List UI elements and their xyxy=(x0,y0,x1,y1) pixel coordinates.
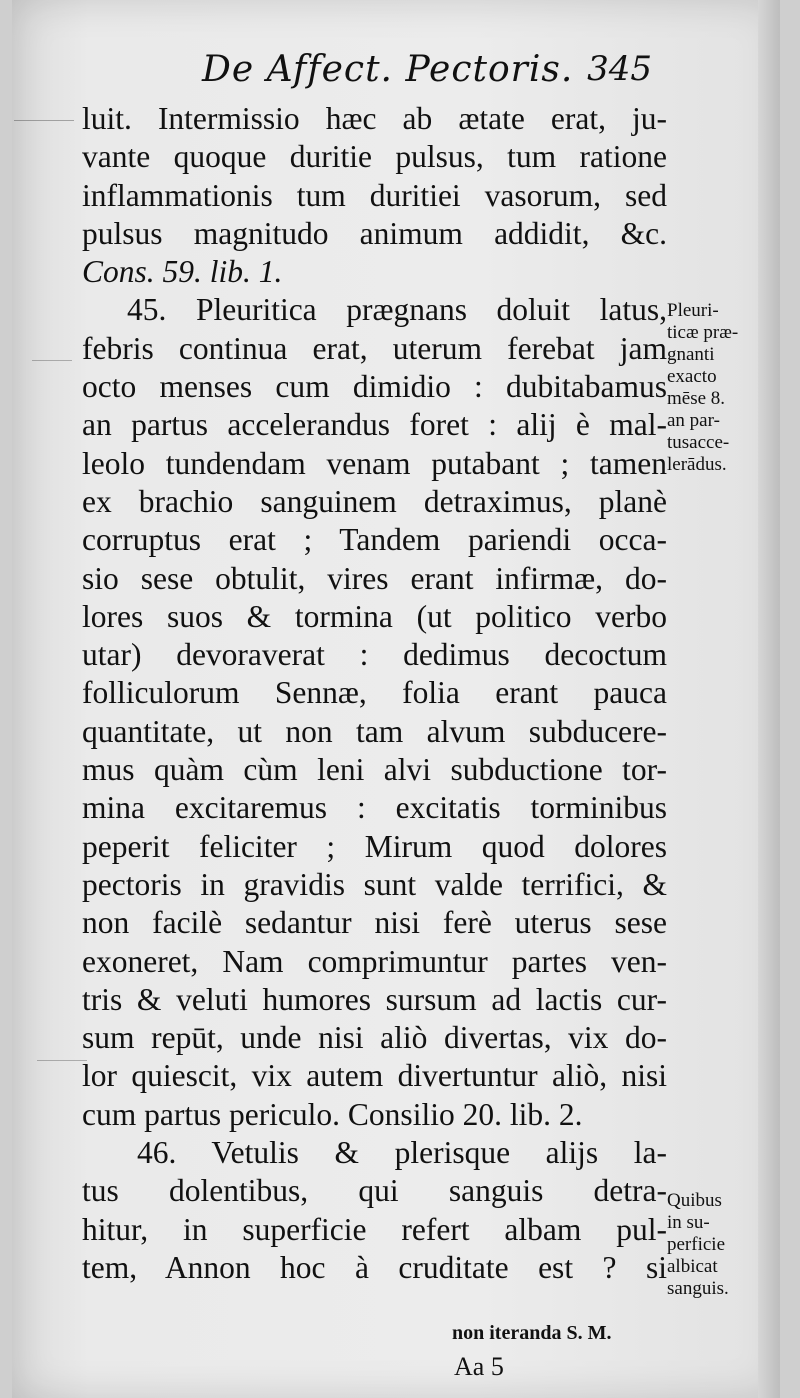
margin-note-line: exacto xyxy=(667,366,717,387)
page-edge xyxy=(758,0,780,1398)
text-line: ex brachio sanguinem detraximus, planè xyxy=(82,483,667,519)
text-line: folliculorum Sennæ, folia erant pauca xyxy=(82,675,667,711)
text-line: utar) devoraverat : dedimus decoctum xyxy=(82,637,667,673)
text-line: luit. Intermissio hæc ab ætate erat, ju- xyxy=(82,101,667,136)
text-line: corruptus erat ; Tandem pariendi occa- xyxy=(82,522,667,558)
margin-note-line: mēse 8. xyxy=(667,388,726,409)
text-line: mus quàm cùm leni alvi subductione tor- xyxy=(82,752,667,788)
margin-note-line: perficie xyxy=(667,1234,726,1255)
margin-note-line: ticæ præ- xyxy=(667,322,739,343)
margin-note-line: albicat xyxy=(667,1256,718,1277)
text-line: an partus accelerandus foret : alij è mal- xyxy=(82,407,667,443)
text-line: pulsus magnitudo animum addidit, &c. xyxy=(82,215,667,251)
body-text xyxy=(82,100,667,1287)
text-line: vante quoque duritie pulsus, tum ratione xyxy=(82,139,667,175)
margin-note-pleuritica xyxy=(667,300,777,476)
text-line: leolo tundendam venam putabant ; tamen xyxy=(82,445,667,481)
text-line-with-citation: cum partus periculo. Consilio 20. lib. 2. xyxy=(82,1096,583,1132)
margin-note-line: an par- xyxy=(667,410,720,431)
margin-note-line: lerādus. xyxy=(667,454,727,475)
ink-mark xyxy=(32,360,72,361)
paragraph-start-45: 45. Pleuritica prægnans doluit latus, xyxy=(127,292,667,328)
text-line: exoneret, Nam comprimuntur partes ven- xyxy=(82,943,667,979)
running-title: De Affect. Pectoris. xyxy=(202,49,574,90)
text-line: pectoris in gravidis sunt valde terrifici, & xyxy=(82,866,667,902)
text-line: mina excitaremus : excitatis torminibus xyxy=(82,790,667,826)
margin-note-quibus xyxy=(667,1190,777,1300)
text-line: lor quiescit, vix autem divertuntur aliò, nisi xyxy=(82,1058,667,1094)
margin-note-line: sanguis. xyxy=(667,1278,729,1299)
text-line: peperit feliciter ; Mirum quod dolores xyxy=(82,828,667,864)
margin-note-line: tusacce- xyxy=(667,432,730,453)
text-line: tus dolentibus, qui sanguis detra- xyxy=(82,1173,667,1209)
page-header xyxy=(192,45,652,95)
text-line: sio sese obtulit, vires erant infirmæ, do- xyxy=(82,560,667,596)
footer-note: non iteranda S. M. xyxy=(452,1322,612,1344)
text-line: octo menses cum dimidio : dubitabamus xyxy=(82,369,667,405)
margin-note-line: in su- xyxy=(667,1212,710,1233)
text-line: hitur, in superficie refert albam pul- xyxy=(82,1211,667,1247)
citation-line: Cons. 59. lib. 1. xyxy=(82,254,283,290)
ink-mark xyxy=(14,120,74,121)
text-line: tris & veluti humores sursum ad lactis cur- xyxy=(82,981,667,1017)
page-number: 345 xyxy=(587,49,652,89)
text-line: quantitate, ut non tam alvum subducere- xyxy=(82,713,667,749)
margin-note-line: gnanti xyxy=(667,344,715,365)
text-line: febris continua erat, uterum ferebat jam xyxy=(82,330,667,366)
text-line: lores suos & tormina (ut politico verbo xyxy=(82,598,667,634)
ink-mark xyxy=(37,1060,87,1061)
text-line: tem, Annon hoc à cruditate est ? si xyxy=(82,1249,667,1285)
book-page xyxy=(12,0,780,1398)
signature-mark: Aa 5 xyxy=(454,1352,504,1381)
text-line: non facilè sedantur nisi ferè uterus sese xyxy=(82,905,667,941)
text-line: inflammationis tum duritiei vasorum, sed xyxy=(82,177,667,213)
text-line: sum repūt, unde nisi aliò divertas, vix do- xyxy=(82,1020,667,1056)
margin-note-line: Quibus xyxy=(667,1190,722,1211)
paragraph-start-46: 46. Vetulis & plerisque alijs la- xyxy=(137,1135,667,1171)
margin-note-line: Pleuri- xyxy=(667,300,719,321)
page-footer xyxy=(432,1322,672,1382)
